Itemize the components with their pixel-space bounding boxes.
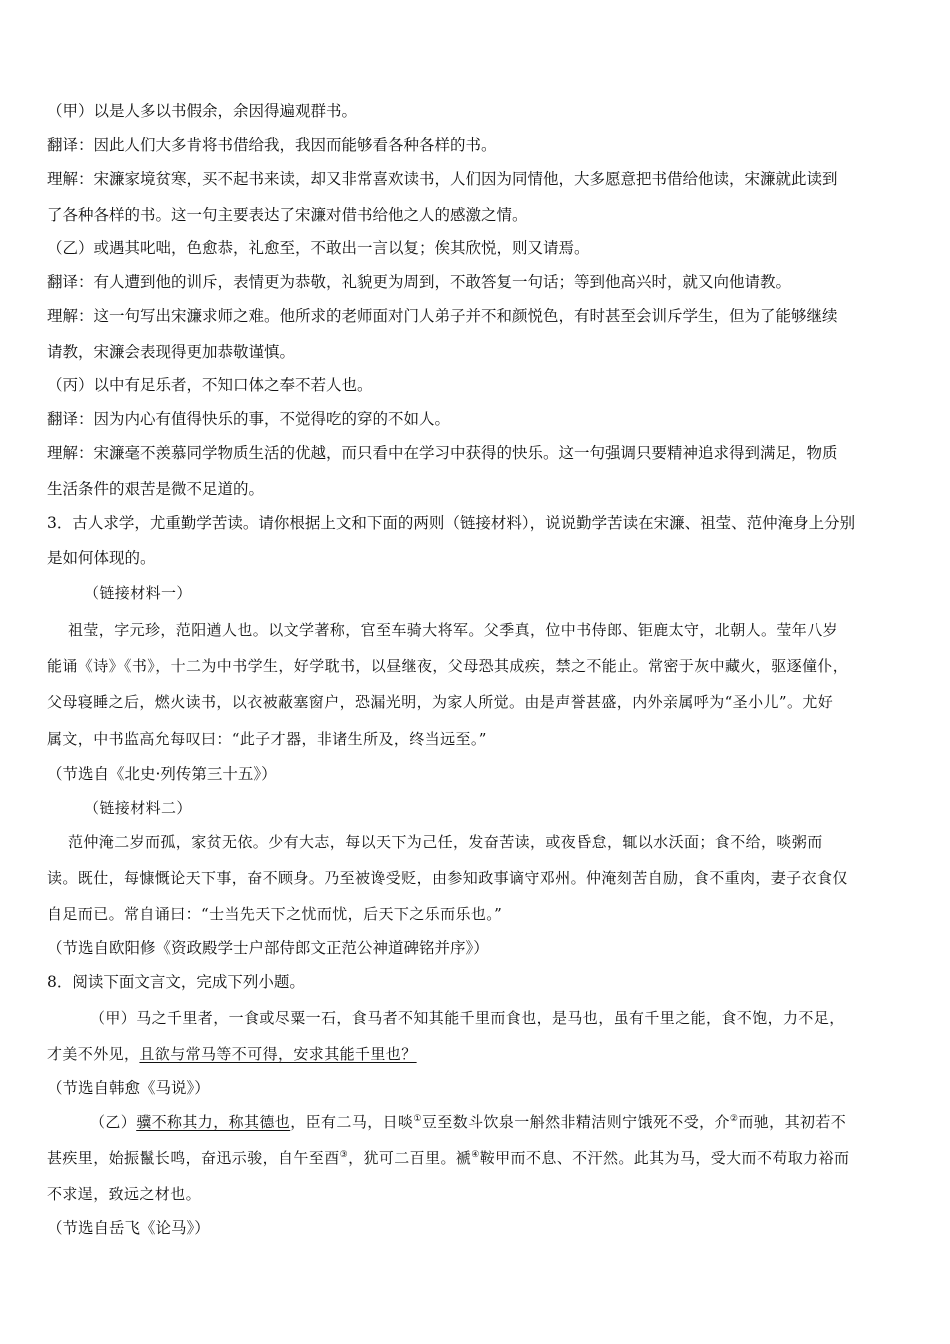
footnote-marker: ③ (339, 1150, 349, 1160)
text-line: 请教，宋濂会表现得更加恭敬谨慎。 (47, 343, 296, 361)
text-line: 理解：宋濂毫不羡慕同学物质生活的优越，而只看中在学习中获得的快乐。这一句强调只要精神追求得到满足，物质 (47, 444, 838, 462)
text-line: 翻译：有人遭到他的训斥，表情更为恭敬，礼貌更为周到，不敢答复一句话；等到他高兴时，就又向他请教。 (47, 273, 792, 291)
plain-segment: （乙） (90, 1113, 137, 1131)
text-line: 是如何体现的。 (47, 549, 156, 567)
plain-segment: 鞍甲而不息、不汗然。此其为马，受大而不苟取力裕而 (479, 1149, 850, 1167)
text-line: （乙）或遇其叱咄，色愈恭，礼愈至，不敢出一言以复；俟其欣悦，则又请焉。 (47, 239, 590, 257)
footnote-marker: ④ (471, 1150, 480, 1160)
plain-segment: 甚疾里，始振鬣长鸣，奋迅示骏，自午至酉 (47, 1149, 340, 1167)
text-line: （甲）马之千里者，一食或尽粟一石，食马者不知其能千里而食也，是马也，虽有千里之能，食不饱，力不足， (90, 1009, 845, 1027)
text-line: 祖莹，字元珍，范阳遒人也。以文学著称，官至车骑大将军。父季真，位中书侍郎、钜鹿太守，北朝人。莹年八岁 (68, 621, 839, 639)
link-material-2-heading: （链接材料二） (84, 799, 192, 817)
question-8: 8．阅读下面文言文，完成下列小题。 (47, 973, 305, 991)
text-line: 了各种各样的书。这一句主要表达了宋濂对借书给他之人的感激之情。 (47, 206, 528, 224)
underlined-sentence: 且欲与常马等不可得，安求其能千里也？ (139, 1045, 417, 1063)
text-line: 父母寝睡之后，燃火读书，以衣被蔽塞窗户，恐漏光明，为家人所觉。由是声誉甚盛，内外亲属呼为“圣小儿”。尤好 (47, 693, 834, 711)
source-note: （节选自欧阳修《资政殿学士户部侍郎文正范公神道碑铭并序》） (47, 939, 489, 957)
plain-segment: ，犹可二百里。褫 (348, 1149, 472, 1167)
text-line: 范仲淹二岁而孤，家贫无依。少有大志，每以天下为己任，发奋苦读，或夜昏怠，辄以水沃面；食不给，啖粥而 (68, 833, 823, 851)
footnote-marker: ① (413, 1114, 422, 1124)
text-line: 理解：这一句写出宋濂求师之难。他所求的老师面对门人弟子并不和颜悦色，有时甚至会训斥学生，但为了能够继续 (47, 307, 838, 325)
text-line: 翻译：因为内心有值得快乐的事，不觉得吃的穿的不如人。 (47, 410, 451, 428)
plain-segment: ，臣有二马，日啖 (290, 1113, 414, 1131)
text-line: 生活条件的艰苦是微不足道的。 (47, 480, 265, 498)
text-line: 不求逞，致远之材也。 (47, 1185, 202, 1203)
text-line (47, 1043, 903, 1065)
text-line: （丙）以中有足乐者，不知口体之奉不若人也。 (47, 376, 373, 394)
source-note: （节选自《北史·列传第三十五》） (47, 765, 277, 783)
text-line: 翻译：因此人们大多肯将书借给我，我因而能够看各种各样的书。 (47, 136, 497, 154)
text-line: （甲）以是人多以书假余，余因得遍观群书。 (47, 102, 358, 120)
underlined-phrase: 骥不称其力，称其德也 (136, 1113, 291, 1131)
source-note: （节选自韩愈《马说》） (47, 1079, 210, 1097)
text-line (90, 1111, 903, 1133)
source-note: （节选自岳飞《论马》） (47, 1219, 210, 1237)
text-line: 理解：宋濂家境贫寒，买不起书来读，却又非常喜欢读书，人们因为同情他，大多愿意把书借给他读，宋濂就此读到 (47, 170, 838, 188)
text-line: 能诵《诗》《书》，十二为中书学生，好学耽书，以昼继夜，父母恐其成疾，禁之不能止。常密于灰中藏火，驱逐僮仆， (47, 657, 849, 675)
text-line (47, 1147, 903, 1169)
plain-segment: 才美不外见， (47, 1045, 140, 1063)
plain-segment: 而驰，其初若不 (738, 1113, 847, 1131)
question-3: 3．古人求学，尤重勤学苦读。请你根据上文和下面的两则（链接材料），说说勤学苦读在宋濂、祖莹、范仲淹身上分别 (47, 514, 856, 532)
footnote-marker: ② (729, 1114, 739, 1124)
plain-segment: 豆至数斗饮泉一斛然非精洁则宁饿死不受，介 (421, 1113, 730, 1131)
text-line: 自足而已。常自诵曰：“士当先天下之忧而忧，后天下之乐而乐也。” (47, 905, 503, 923)
text-line: 读。既仕，每慷慨论天下事，奋不顾身。乃至被谗受贬，由参知政事谪守邓州。仲淹刻苦自励，食不重肉，妻子衣食仅 (47, 869, 848, 887)
text-line: 属文，中书监高允每叹曰：“此子才器，非诸生所及，终当远至。” (47, 730, 487, 748)
link-material-1-heading: （链接材料一） (84, 584, 192, 602)
